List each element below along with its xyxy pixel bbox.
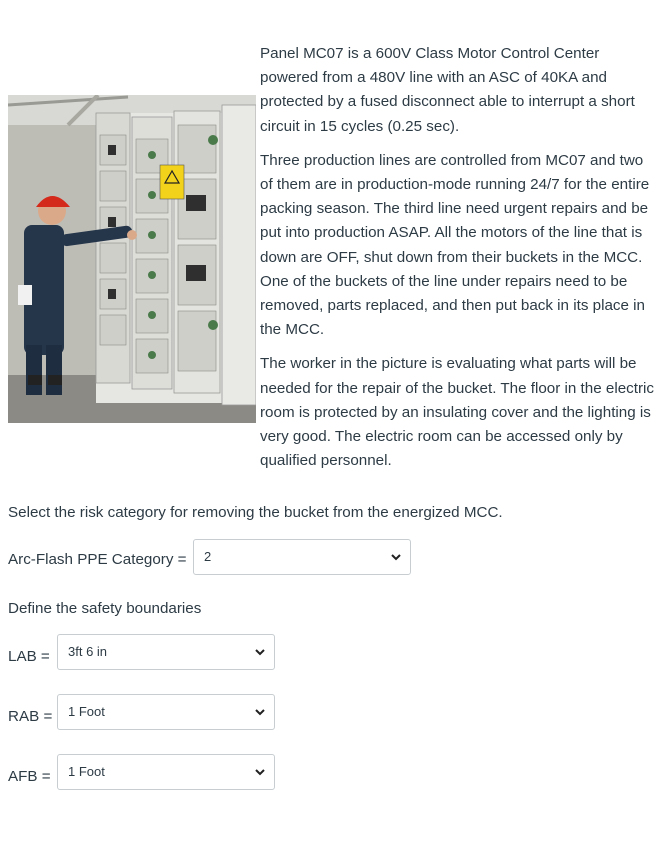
boundaries-heading: Define the safety boundaries	[8, 600, 202, 617]
chevron-down-icon	[254, 766, 266, 778]
question-prompt: Select the risk category for removing the bucket from the energized MCC.	[8, 504, 503, 521]
rab-label: RAB =	[8, 708, 53, 725]
description-paragraph: Panel MC07 is a 600V Class Motor Control Center powered from a 480V line with an ASC of 40KA and protected by a fused disconnect able to interrupt a short circuit in 15 cycles (0.25 sec).	[260, 45, 635, 135]
rab-value: 1 Foot	[68, 704, 105, 719]
afb-label: AFB =	[8, 768, 51, 785]
chevron-down-icon	[254, 646, 266, 658]
chevron-down-icon	[390, 551, 402, 563]
description-paragraph: Three production lines are controlled from MC07 and two of them are in production-mode running 24/7 for the entire packing season. The third line need urgent repairs and be put into production ASAP. All the motors of the line that is down are OFF, shut down from their buckets in the MCC. One of the buckets of the line under repairs need to be removed, parts replaced, and then put back in its place in the MCC.	[260, 151, 650, 339]
mcc-worker-photo	[8, 95, 256, 423]
ppe-category-label: Arc-Flash PPE Category =	[8, 551, 187, 568]
chevron-down-icon	[254, 706, 266, 718]
rab-select[interactable]	[57, 694, 275, 730]
problem-description	[260, 42, 655, 483]
ppe-category-select[interactable]	[193, 539, 411, 575]
lab-select[interactable]	[57, 634, 275, 670]
lab-value: 3ft 6 in	[68, 644, 108, 659]
mcc-photo-drawing	[8, 95, 256, 423]
lab-label: LAB =	[8, 648, 50, 665]
ppe-category-value: 2	[204, 549, 212, 564]
afb-select[interactable]	[57, 754, 275, 790]
description-paragraph: The worker in the picture is evaluating what parts will be needed for the repair of the bucket. The floor in the electric room is protected by an insulating cover and the lighting is very good. The electric room can be accessed only by qualified personnel.	[260, 355, 654, 470]
afb-value: 1 Foot	[68, 764, 105, 779]
